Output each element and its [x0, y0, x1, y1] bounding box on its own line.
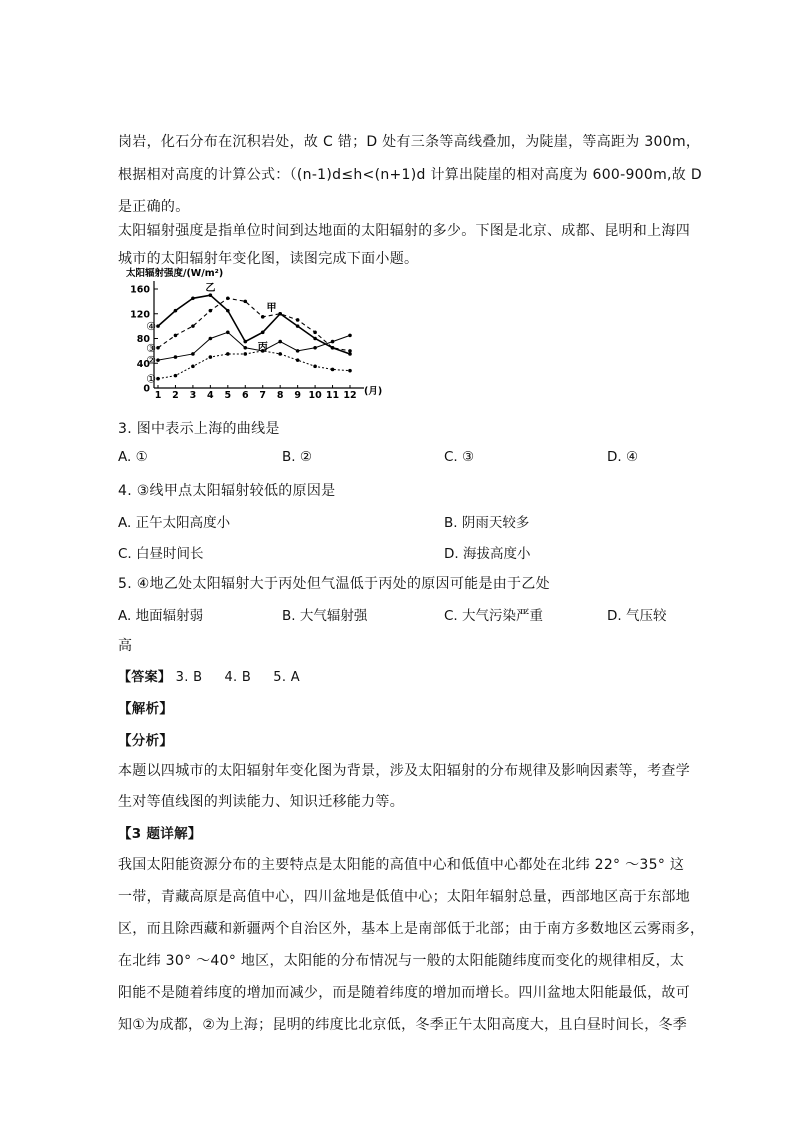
option-b: B. ② [282, 449, 312, 465]
data-point [348, 369, 352, 373]
data-point [278, 312, 282, 316]
y-tick-label: 80 [136, 334, 150, 345]
x-tick-label: 8 [276, 390, 284, 400]
text-line: 阳能不是随着纬度的增加而减少，而是随着纬度的增加而增长。四川盆地太阳能最低，故可 [118, 985, 690, 1001]
x-tick-label: 1 [154, 390, 162, 400]
data-point [209, 337, 213, 341]
data-point [156, 346, 160, 350]
data-point [191, 324, 195, 328]
annotation-label: 甲 [266, 302, 277, 314]
data-point [156, 358, 160, 362]
text-line: 岗岩，化石分布在沉积岩处，故 C 错；D 处有三条等高线叠加，为陡崖，等高距为 300m， [118, 134, 701, 150]
data-point [313, 331, 317, 335]
data-point [226, 352, 230, 356]
data-point [296, 349, 300, 353]
text-line: 一带，青藏高原是高值中心，四川盆地是低值中心；太阳年辐射总量，西部地区高于东部地 [118, 889, 690, 905]
data-point [191, 365, 195, 369]
option-a: A. ① [118, 449, 148, 465]
answer-label: 【答案】 [118, 670, 172, 685]
data-point [261, 331, 265, 335]
data-point [191, 352, 195, 356]
x-ticks [155, 385, 357, 400]
data-point [243, 340, 247, 344]
annotation-label: 乙 [205, 283, 216, 295]
data-point [313, 365, 317, 369]
option-c: C. ③ [444, 449, 475, 465]
text-line: 城市的太阳辐射年变化图，读图完成下面小题。 [118, 251, 419, 267]
series-label: ④ [146, 320, 156, 334]
question-stem: 4. ③线甲点太阳辐射较低的原因是 [118, 483, 336, 499]
x-tick-label: 3 [189, 390, 197, 400]
data-point [296, 358, 300, 362]
x-axis-label: (月) [364, 386, 383, 397]
text-line: 生对等值线图的判读能力、知识迁移能力等。 [118, 794, 404, 810]
data-point [313, 346, 317, 350]
data-point [226, 331, 230, 335]
option-c: C. 白昼时间长 [118, 546, 204, 562]
data-point [278, 340, 282, 344]
x-tick-label: 4 [207, 390, 214, 400]
text-line: 区，而且除西藏和新疆两个自治区外，基本上是南部低于北部；由于南方多数地区云雾雨多， [118, 921, 705, 937]
option-d: D. 海拔高度小 [444, 546, 531, 562]
section-heading-detail-3: 【3 题详解】 [118, 826, 202, 842]
data-point [174, 334, 178, 338]
data-point [261, 315, 265, 319]
data-point [243, 346, 247, 350]
option-b: B. 阴雨天较多 [444, 515, 530, 531]
data-point [174, 309, 178, 313]
question-stem: 3. 图中表示上海的曲线是 [118, 421, 280, 437]
text-line: 我国太阳能资源分布的主要特点是太阳能的高值中心和低值中心都处在北纬 22° ～35° 这 [118, 857, 685, 873]
option-b: B. 大气辐射强 [282, 608, 368, 624]
data-point [226, 296, 230, 300]
data-point [174, 355, 178, 359]
section-heading-fenxi: 【分析】 [118, 733, 174, 749]
y-axis-label: 太阳辐射强度/(W/m²) [126, 268, 224, 279]
x-tick-label: 10 [308, 390, 322, 400]
option-d: D. 气压较 [607, 608, 667, 624]
option-d-continued: 高 [118, 638, 133, 654]
data-point [348, 334, 352, 338]
data-point [243, 300, 247, 304]
text-line: 是正确的。 [118, 199, 190, 215]
chart-series [146, 293, 352, 385]
data-point [174, 374, 178, 378]
series-label: ① [146, 372, 156, 386]
data-point [331, 346, 335, 350]
y-tick-label: 120 [130, 309, 150, 321]
data-point [156, 324, 160, 328]
x-tick-label: 12 [343, 390, 357, 400]
data-point [348, 349, 352, 353]
radiation-line-chart [118, 264, 390, 400]
data-point [296, 318, 300, 322]
x-tick-label: 6 [241, 390, 249, 400]
question-stem: 5. ④地乙处太阳辐射大于丙处但气温低于丙处的原因可能是由于乙处 [118, 576, 550, 592]
chart-annotations [205, 282, 276, 353]
y-tick-label: 0 [143, 383, 150, 395]
data-point [331, 340, 335, 344]
option-c: C. 大气污染严重 [444, 608, 544, 624]
text-line: 在北纬 30° ～40° 地区，太阳能的分布情况与一般的太阳能随纬度而变化的规律相反，太 [118, 953, 685, 969]
data-point [313, 337, 317, 341]
answer-line [118, 666, 300, 685]
data-point [156, 377, 160, 381]
text-line: 根据相对高度的计算公式：（(n-1)d≤h<(n+1)d 计算出陡崖的相对高度为 600-900m,故 D [118, 167, 702, 183]
data-point [348, 352, 352, 356]
y-tick-label: 40 [136, 358, 150, 370]
data-point [331, 368, 335, 372]
option-a: A. 地面辐射弱 [118, 608, 204, 624]
text-line: 太阳辐射强度是指单位时间到达地面的太阳辐射的多少。下图是北京、成都、昆明和上海四 [118, 223, 690, 239]
option-d: D. ④ [607, 449, 639, 465]
data-point [209, 355, 213, 359]
option-a: A. 正午太阳高度小 [118, 515, 231, 531]
data-point [296, 324, 300, 328]
x-tick-label: 7 [259, 390, 267, 400]
x-tick-label: 2 [172, 390, 179, 400]
text-line: 本题以四城市的太阳辐射年变化图为背景，涉及太阳辐射的分布规律及影响因素等，考查学 [118, 763, 690, 779]
annotation-label: 丙 [257, 341, 268, 353]
data-point [278, 352, 282, 356]
data-point [209, 309, 213, 313]
x-tick-label: 9 [294, 390, 301, 400]
series-label: ② [146, 354, 156, 368]
data-point [243, 352, 247, 356]
x-tick-label: 5 [224, 390, 232, 400]
series-line [158, 298, 350, 351]
text-line: 知①为成都，②为上海；昆明的纬度比北京低，冬季正午太阳高度大，且白昼时间长，冬季 [118, 1017, 688, 1033]
x-tick-label: 11 [325, 390, 340, 400]
section-heading-jiexi: 【解析】 [118, 701, 174, 717]
data-point [226, 309, 230, 313]
series-label: ③ [146, 341, 156, 355]
data-point [191, 296, 195, 300]
answer-values: 3. B 4. B 5. A [175, 670, 300, 685]
y-tick-label: 160 [130, 284, 150, 296]
